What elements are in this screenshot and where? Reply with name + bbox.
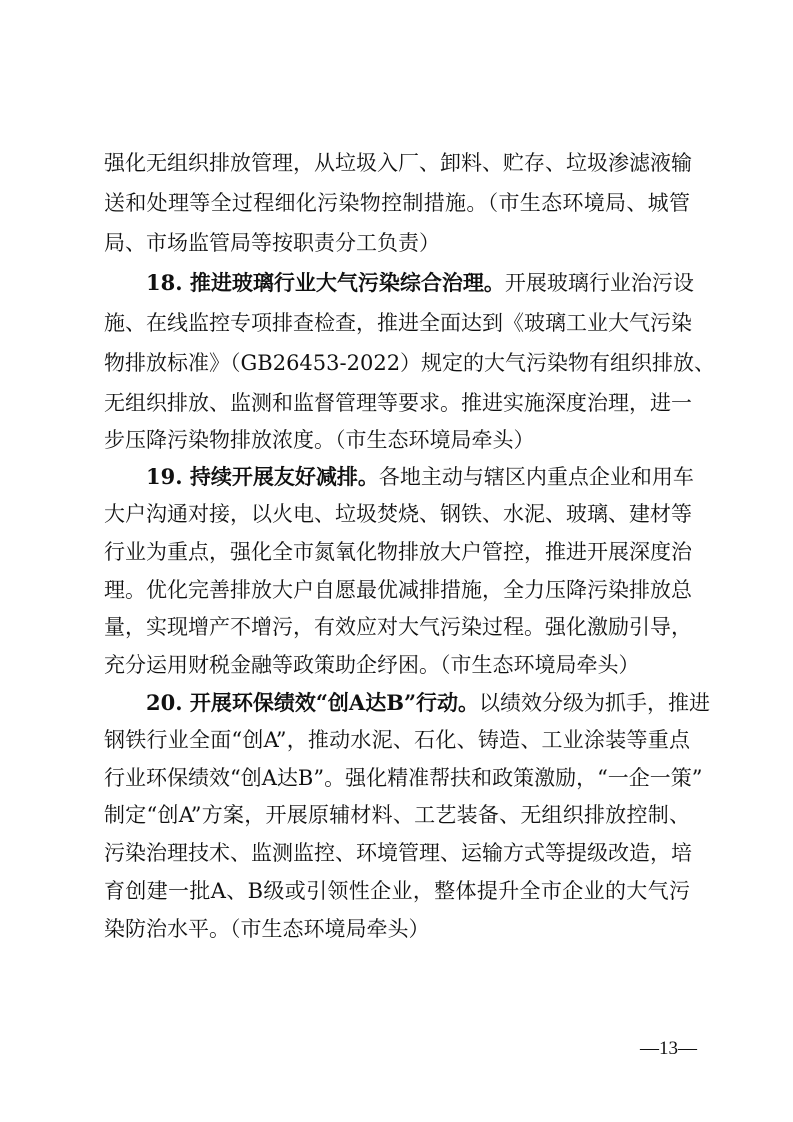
paragraph-line: 施、在线监控专项排查检查，推进全面达到《玻璃工业大气污染 [104, 311, 692, 335]
paragraph-line: 育创建一批A、B级或引领性企业，整体提升全市企业的大气污 [104, 879, 690, 903]
paragraph-line: 物排放标准》（GB26453-2022）规定的大气污染物有组织排放、 [104, 351, 716, 375]
paragraph-text: 各地主动与辖区内重点企业和用车 [378, 465, 694, 489]
paragraph-line: 污染治理技术、监测监控、环境管理、运输方式等提级改造，培 [104, 841, 692, 865]
page-number: —13— [640, 1038, 697, 1059]
paragraph-19-first-line [146, 462, 694, 492]
paragraph-line: 大户沟通对接，以火电、垃圾焚烧、钢铁、水泥、玻璃、建材等 [104, 502, 692, 526]
paragraph-text: 开展玻璃行业治污设 [504, 271, 694, 295]
paragraph-line: 量，实现增产不增污，有效应对大气污染过程。强化激励引导， [104, 615, 692, 639]
paragraph-line: 送和处理等全过程细化污染物控制措施。（市生态环境局、城管 [104, 191, 690, 215]
paragraph-line: 行业为重点，强化全市氮氧化物排放大户管控，推进开展深度治 [104, 540, 692, 564]
paragraph-20-first-line [146, 688, 711, 718]
item-18-heading: 18. 推进玻璃行业大气污染综合治理。 [146, 270, 505, 295]
paragraph-18-first-line [146, 268, 694, 298]
paragraph-line: 局、市场监管局等按职责分工负责） [104, 231, 440, 255]
paragraph-line: 制定“创A”方案，开展原辅材料、工艺装备、无组织排放控制、 [104, 803, 690, 827]
item-19-heading: 19. 持续开展友好减排。 [146, 464, 379, 489]
paragraph-line: 行业环保绩效“创A达B”。强化精准帮扶和政策激励，“一企一策” [104, 766, 703, 790]
paragraph-line: 强化无组织排放管理，从垃圾入厂、卸料、贮存、垃圾渗滤液输 [104, 151, 692, 175]
paragraph-line: 步压降污染物排放浓度。（市生态环境局牵头） [104, 428, 535, 452]
paragraph-line: 染防治水平。（市生态环境局牵头） [104, 917, 430, 941]
paragraph-line: 钢铁行业全面“创A”，推动水泥、石化、铸造、工业涂装等重点 [104, 728, 690, 752]
paragraph-line: 无组织排放、监测和监督管理等要求。推进实施深度治理，进一 [104, 391, 692, 415]
paragraph-line: 理。优化完善排放大户自愿最优减排措施，全力压降污染排放总 [104, 578, 692, 602]
paragraph-text: 以绩效分级为抓手，推进 [479, 691, 711, 715]
paragraph-line: 充分运用财税金融等政策助企纾困。（市生态环境局牵头） [104, 653, 640, 677]
item-20-heading: 20. 开展环保绩效“创A达B”行动。 [146, 690, 480, 715]
